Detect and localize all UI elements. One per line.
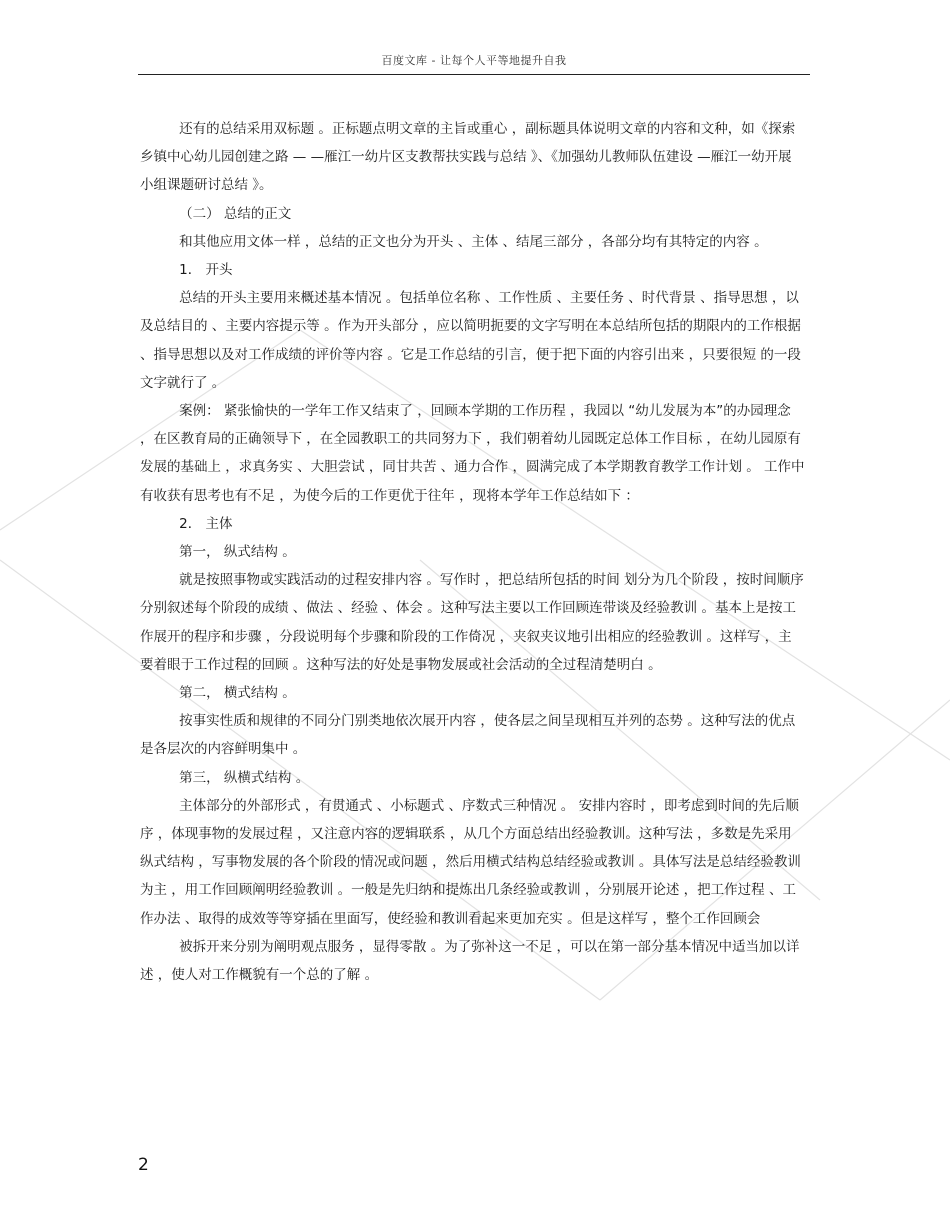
subheading-vertical-structure: 第一， 纵式结构 。: [179, 544, 296, 561]
header-divider: [138, 74, 810, 75]
paragraph-horizontal-structure: 按事实性质和规律的不同分门别类地依次展开内容 ，使各层之间呈现相互并列的态势 。这种写法的优点是各层次的内容鲜明集中 。: [140, 713, 796, 758]
subheading-main-body: 2． 主体: [179, 515, 233, 532]
paragraph-opening: 总结的开头主要用来概述基本情况 。包括单位名称 、工作性质 、主要任务 、时代背景 、指导思想 ，以及总结目的 、主要内容提示等 。作为开头部分 ，应以简明扼要的文字写明在本总结所包括的期限内的工作根据 、指导思想以及对工作成绩的评价等内容 。它是工作总结的引言，便于把下面的内容引出来 ，只要很短 的一段文字就行了 。: [140, 290, 801, 391]
paragraph-body-intro: 和其他应用文体一样 ，总结的正文也分为开头 、主体 、结尾三部分 ，各部分均有其特定的内容 。: [179, 233, 768, 250]
subheading-horizontal-structure: 第二， 横式结构 。: [179, 685, 296, 702]
paragraph-vertical-structure: 就是按照事物或实践活动的过程安排内容 。写作时 ，把总结所包括的时间 划分为几个阶段 ，按时间顺序分别叙述每个阶段的成绩 、做法 、经验 、体会 。这种写法主要以工作回顾连带谈及经验教训 。基本上是按工作展开的程序和步骤 ，分段说明每个步骤和阶段的工作倚况 ，夹叙夹议地引出相应的经验教训 。这样写 ，主要着眼于工作过程的回顾 。这种写法的好处是事物发展或社会活动的全过程清楚明白 。: [140, 572, 804, 673]
paragraph-example: 案例： 紧张愉快的一学年工作又结束了 ，回顾本学期的工作历程 ，我园以 “幼儿发展为本”的办园理念 ，在区教育局的正确领导下 ，在全园教职工的共同努力下 ，我们朝着幼儿园既定总体工作目标 ，在幼儿园原有发展的基础上 ，求真务实 、大胆尝试 ，同甘共苦 、通力合作 ，圆满完成了本学期教育教学工作计划 。 工作中有收获有思考也有不足 ，为使今后的工作更优于往年 ，现将本学年工作总结如下 ：: [140, 403, 805, 504]
paragraph-title-intro: 还有的总结采用双标题 。正标题点明文章的主旨或重心 ，副标题具体说明文章的内容和文种，如《探索乡镇中心幼儿园创建之路 — —雁江一幼片区支教帮扶实践与总结 》、《加强幼儿教师队伍建设 —雁江一幼开展小组课题研讨总结 》。: [140, 121, 796, 194]
page-number: 2: [138, 1155, 149, 1175]
section-heading-body: （二） 总结的正文: [179, 205, 292, 222]
page-header: 百度文库 - 让每个人平等地提升自我: [381, 54, 567, 67]
subheading-opening: 1． 开头: [179, 262, 233, 279]
paragraph-combined-structure: 主体部分的外部形式 ，有贯通式 、小标题式 、序数式三种情况 。 安排内容时 ，即考虑到时间的先后顺序 ，体现事物的发展过程 ，又注意内容的逻辑联系 ，从几个方面总结出经验教训。这种写法 ，多数是先采用纵式结构 ，写事物发展的各个阶段的情况或问题 ，然后用横式结构总结经验或教训 。具体写法是总结经验教训为主 ，用工作回顾阐明经验教训 。一般是先归纳和提炼出几条经验或教训 ，分别展开论述 ，把工作过程 、工作办法 、取得的成效等等穿插在里面写，使经验和教训看起来更加充实 。但是这样写 ，整个工作回顾会: [140, 797, 801, 927]
paragraph-closing: 被拆开来分别为阐明观点服务 ，显得零散 。为了弥补这一不足 ，可以在第一部分基本情况中适当加以详述 ，使人对工作概貌有一个总的了解 。: [140, 938, 800, 984]
subheading-combined-structure: 第三， 纵横式结构 。: [179, 769, 310, 786]
document-body: [140, 115, 805, 989]
